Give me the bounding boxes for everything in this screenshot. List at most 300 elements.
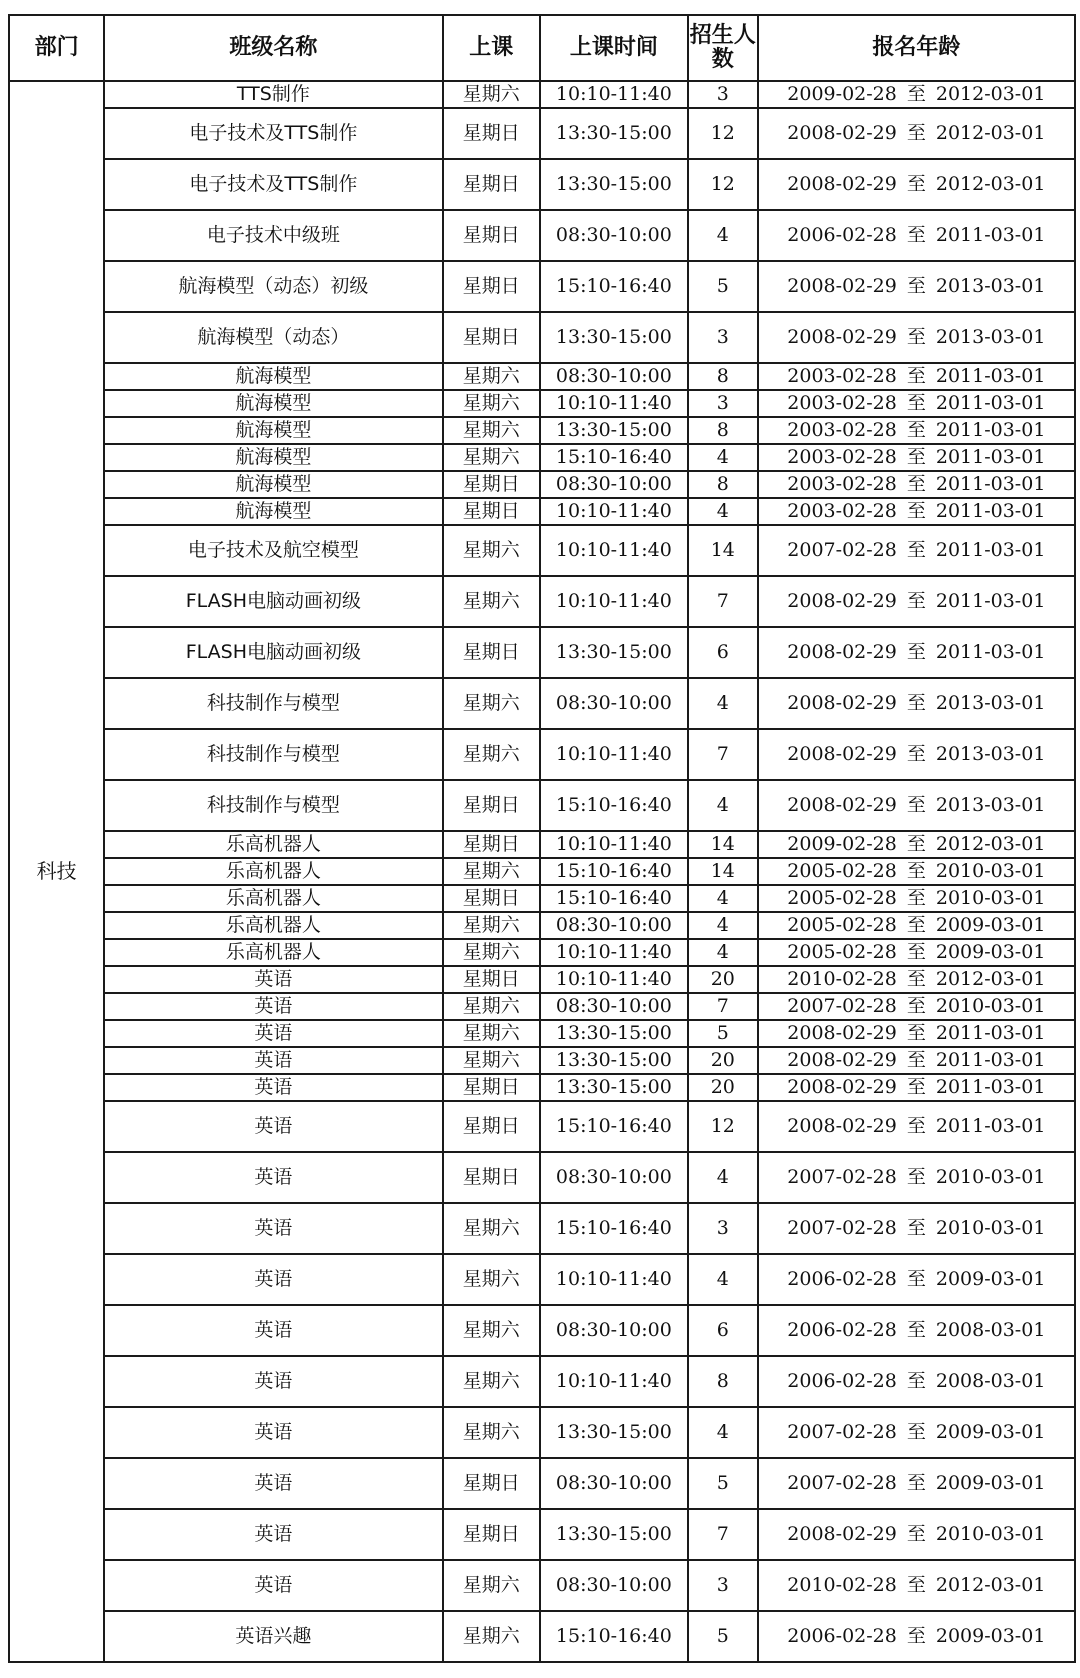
time-cell: 13:30-15:00: [540, 1074, 688, 1101]
age-range-cell: [758, 1254, 1075, 1305]
age-to: 2011-03-01: [935, 446, 1046, 468]
table-row: [9, 525, 1075, 576]
seats-cell: 7: [688, 1509, 758, 1560]
age-range-cell: [758, 417, 1075, 444]
table-row: [9, 312, 1075, 363]
seats-cell: 14: [688, 525, 758, 576]
table-row: [9, 939, 1075, 966]
age-from: 2008-02-29: [787, 1022, 897, 1044]
time-cell: 08:30-10:00: [540, 993, 688, 1020]
seats-cell: 4: [688, 1254, 758, 1305]
age-range-cell: [758, 627, 1075, 678]
seats-cell: 3: [688, 312, 758, 363]
time-cell: 15:10-16:40: [540, 780, 688, 831]
day-cell: 星期日: [443, 966, 540, 993]
age-range-cell: [758, 1047, 1075, 1074]
time-cell: 08:30-10:00: [540, 1152, 688, 1203]
class-name-cell: 航海模型: [104, 417, 442, 444]
age-range-cell: [758, 993, 1075, 1020]
age-separator: 至: [906, 941, 926, 963]
age-from: 2007-02-28: [787, 1166, 897, 1188]
time-cell: 10:10-11:40: [540, 831, 688, 858]
class-name-cell: 英语: [104, 1509, 442, 1560]
seats-cell: 4: [688, 939, 758, 966]
age-range-cell: [758, 858, 1075, 885]
age-to: 2008-03-01: [935, 1370, 1046, 1392]
class-name-cell: 乐高机器人: [104, 912, 442, 939]
seats-cell: 7: [688, 729, 758, 780]
class-name-cell: 英语: [104, 1203, 442, 1254]
age-to: 2010-03-01: [935, 860, 1046, 882]
age-to: 2009-03-01: [935, 1472, 1046, 1494]
day-cell: 星期六: [443, 81, 540, 108]
age-separator: 至: [906, 173, 926, 195]
class-name-cell: 英语: [104, 1047, 442, 1074]
age-separator: 至: [906, 326, 926, 348]
age-to: 2009-03-01: [935, 1268, 1046, 1290]
age-separator: 至: [906, 1625, 926, 1647]
time-cell: 15:10-16:40: [540, 1101, 688, 1152]
day-cell: 星期日: [443, 831, 540, 858]
time-cell: 13:30-15:00: [540, 417, 688, 444]
seats-cell: 4: [688, 1407, 758, 1458]
age-from: 2006-02-28: [787, 1268, 897, 1290]
class-name-cell: 乐高机器人: [104, 939, 442, 966]
table-row: [9, 363, 1075, 390]
table-row: [9, 780, 1075, 831]
age-from: 2003-02-28: [787, 446, 897, 468]
age-range-cell: [758, 912, 1075, 939]
seats-cell: 7: [688, 576, 758, 627]
class-name-cell: 电子技术及TTS制作: [104, 159, 442, 210]
time-cell: 15:10-16:40: [540, 858, 688, 885]
age-separator: 至: [906, 1022, 926, 1044]
header-day: 上课: [443, 15, 540, 81]
age-range-cell: [758, 261, 1075, 312]
age-range-cell: [758, 1152, 1075, 1203]
class-name-cell: 英语兴趣: [104, 1611, 442, 1662]
age-separator: 至: [906, 794, 926, 816]
age-to: 2013-03-01: [935, 275, 1046, 297]
class-name-cell: 航海模型: [104, 444, 442, 471]
age-separator: 至: [906, 692, 926, 714]
class-name-cell: 英语: [104, 1074, 442, 1101]
day-cell: 星期日: [443, 471, 540, 498]
time-cell: 15:10-16:40: [540, 444, 688, 471]
seats-cell: 6: [688, 1305, 758, 1356]
day-cell: 星期六: [443, 1047, 540, 1074]
age-separator: 至: [906, 1319, 926, 1341]
class-name-cell: TTS制作: [104, 81, 442, 108]
age-separator: 至: [906, 473, 926, 495]
age-range-cell: [758, 1101, 1075, 1152]
time-cell: 10:10-11:40: [540, 966, 688, 993]
seats-cell: 12: [688, 108, 758, 159]
class-name-cell: 英语: [104, 966, 442, 993]
table-row: [9, 831, 1075, 858]
day-cell: 星期六: [443, 390, 540, 417]
age-range-cell: [758, 210, 1075, 261]
seats-cell: 4: [688, 1152, 758, 1203]
seats-cell: 4: [688, 678, 758, 729]
table-row: [9, 471, 1075, 498]
seats-cell: 5: [688, 1611, 758, 1662]
time-cell: 13:30-15:00: [540, 627, 688, 678]
age-range-cell: [758, 1020, 1075, 1047]
class-name-cell: FLASH电脑动画初级: [104, 576, 442, 627]
time-cell: 13:30-15:00: [540, 1509, 688, 1560]
time-cell: 10:10-11:40: [540, 498, 688, 525]
day-cell: 星期日: [443, 1509, 540, 1560]
seats-cell: 8: [688, 471, 758, 498]
age-range-cell: [758, 780, 1075, 831]
age-range-cell: [758, 1074, 1075, 1101]
age-range-cell: [758, 1407, 1075, 1458]
time-cell: 10:10-11:40: [540, 576, 688, 627]
time-cell: 08:30-10:00: [540, 678, 688, 729]
age-to: 2012-03-01: [935, 1574, 1046, 1596]
table-row: [9, 498, 1075, 525]
class-name-cell: 科技制作与模型: [104, 678, 442, 729]
table-row: [9, 1203, 1075, 1254]
class-name-cell: 英语: [104, 1254, 442, 1305]
age-range-cell: [758, 525, 1075, 576]
time-cell: 10:10-11:40: [540, 81, 688, 108]
seats-cell: 7: [688, 993, 758, 1020]
age-from: 2007-02-28: [787, 1421, 897, 1443]
class-name-cell: 乐高机器人: [104, 885, 442, 912]
table-row: [9, 1560, 1075, 1611]
age-to: 2011-03-01: [935, 365, 1046, 387]
age-to: 2011-03-01: [935, 224, 1046, 246]
age-to: 2008-03-01: [935, 1319, 1046, 1341]
table-row: [9, 1509, 1075, 1560]
header-age: 报名年龄: [758, 15, 1075, 81]
time-cell: 10:10-11:40: [540, 1254, 688, 1305]
age-separator: 至: [906, 365, 926, 387]
age-range-cell: [758, 108, 1075, 159]
age-range-cell: [758, 1305, 1075, 1356]
age-separator: 至: [906, 446, 926, 468]
time-cell: 15:10-16:40: [540, 1611, 688, 1662]
age-range-cell: [758, 576, 1075, 627]
header-seats: 招生人数: [688, 15, 758, 81]
table-row: [9, 678, 1075, 729]
class-name-cell: 电子技术及航空模型: [104, 525, 442, 576]
time-cell: 10:10-11:40: [540, 729, 688, 780]
class-name-cell: 英语: [104, 993, 442, 1020]
day-cell: 星期日: [443, 1074, 540, 1101]
age-from: 2005-02-28: [787, 860, 897, 882]
seats-cell: 3: [688, 81, 758, 108]
class-name-cell: 英语: [104, 1356, 442, 1407]
class-name-cell: 电子技术中级班: [104, 210, 442, 261]
age-range-cell: [758, 444, 1075, 471]
age-from: 2005-02-28: [787, 887, 897, 909]
class-name-cell: 英语: [104, 1458, 442, 1509]
age-to: 2011-03-01: [935, 539, 1046, 561]
age-range-cell: [758, 390, 1075, 417]
age-from: 2003-02-28: [787, 365, 897, 387]
class-schedule-table: [8, 14, 1076, 1663]
table-row: [9, 1101, 1075, 1152]
seats-cell: 20: [688, 966, 758, 993]
age-separator: 至: [906, 83, 926, 105]
age-from: 2003-02-28: [787, 419, 897, 441]
age-separator: 至: [906, 1574, 926, 1596]
seats-cell: 3: [688, 390, 758, 417]
time-cell: 10:10-11:40: [540, 390, 688, 417]
age-range-cell: [758, 678, 1075, 729]
age-separator: 至: [906, 641, 926, 663]
age-from: 2003-02-28: [787, 392, 897, 414]
seats-cell: 5: [688, 1020, 758, 1047]
day-cell: 星期六: [443, 1305, 540, 1356]
age-separator: 至: [906, 500, 926, 522]
age-from: 2008-02-29: [787, 1523, 897, 1545]
age-range-cell: [758, 1560, 1075, 1611]
age-separator: 至: [906, 887, 926, 909]
age-separator: 至: [906, 1076, 926, 1098]
seats-cell: 12: [688, 1101, 758, 1152]
age-range-cell: [758, 1509, 1075, 1560]
time-cell: 08:30-10:00: [540, 210, 688, 261]
department-cell: 科技: [9, 81, 104, 1662]
time-cell: 13:30-15:00: [540, 108, 688, 159]
age-from: 2005-02-28: [787, 941, 897, 963]
age-range-cell: [758, 498, 1075, 525]
header-class-name: 班级名称: [104, 15, 442, 81]
header-time: 上课时间: [540, 15, 688, 81]
age-to: 2011-03-01: [935, 1076, 1046, 1098]
class-name-cell: 航海模型（动态）: [104, 312, 442, 363]
day-cell: 星期六: [443, 1020, 540, 1047]
class-name-cell: 乐高机器人: [104, 831, 442, 858]
class-name-cell: 英语: [104, 1020, 442, 1047]
age-from: 2007-02-28: [787, 1217, 897, 1239]
age-range-cell: [758, 81, 1075, 108]
table-row: [9, 858, 1075, 885]
age-from: 2006-02-28: [787, 224, 897, 246]
table-row: [9, 1356, 1075, 1407]
age-range-cell: [758, 939, 1075, 966]
table-row: [9, 81, 1075, 108]
age-separator: 至: [906, 743, 926, 765]
seats-cell: 4: [688, 444, 758, 471]
age-separator: 至: [906, 914, 926, 936]
age-separator: 至: [906, 1268, 926, 1290]
age-from: 2008-02-29: [787, 743, 897, 765]
age-to: 2010-03-01: [935, 1166, 1046, 1188]
age-to: 2013-03-01: [935, 743, 1046, 765]
age-from: 2008-02-29: [787, 275, 897, 297]
header-dept: 部门: [9, 15, 104, 81]
day-cell: 星期六: [443, 1560, 540, 1611]
age-to: 2010-03-01: [935, 887, 1046, 909]
table-row: [9, 159, 1075, 210]
age-from: 2008-02-29: [787, 173, 897, 195]
age-separator: 至: [906, 392, 926, 414]
day-cell: 星期六: [443, 1356, 540, 1407]
age-from: 2008-02-29: [787, 692, 897, 714]
age-to: 2010-03-01: [935, 1523, 1046, 1545]
table-row: [9, 1074, 1075, 1101]
age-separator: 至: [906, 590, 926, 612]
age-from: 2005-02-28: [787, 914, 897, 936]
age-to: 2010-03-01: [935, 1217, 1046, 1239]
age-from: 2009-02-28: [787, 83, 897, 105]
age-separator: 至: [906, 833, 926, 855]
table-row: [9, 729, 1075, 780]
age-from: 2008-02-29: [787, 326, 897, 348]
age-range-cell: [758, 363, 1075, 390]
age-to: 2013-03-01: [935, 794, 1046, 816]
day-cell: 星期六: [443, 993, 540, 1020]
class-name-cell: 英语: [104, 1305, 442, 1356]
age-separator: 至: [906, 1166, 926, 1188]
age-to: 2012-03-01: [935, 83, 1046, 105]
day-cell: 星期六: [443, 1254, 540, 1305]
time-cell: 10:10-11:40: [540, 939, 688, 966]
age-range-cell: [758, 1611, 1075, 1662]
table-row: [9, 108, 1075, 159]
table-row: [9, 1305, 1075, 1356]
table-row: [9, 912, 1075, 939]
time-cell: 15:10-16:40: [540, 885, 688, 912]
seats-cell: 3: [688, 1203, 758, 1254]
table-row: [9, 1152, 1075, 1203]
age-to: 2012-03-01: [935, 122, 1046, 144]
day-cell: 星期六: [443, 858, 540, 885]
day-cell: 星期日: [443, 885, 540, 912]
age-from: 2003-02-28: [787, 500, 897, 522]
seats-cell: 4: [688, 780, 758, 831]
time-cell: 15:10-16:40: [540, 1203, 688, 1254]
time-cell: 08:30-10:00: [540, 1458, 688, 1509]
age-to: 2011-03-01: [935, 590, 1046, 612]
age-separator: 至: [906, 1115, 926, 1137]
class-name-cell: 航海模型: [104, 363, 442, 390]
time-cell: 10:10-11:40: [540, 525, 688, 576]
class-name-cell: 英语: [104, 1152, 442, 1203]
age-separator: 至: [906, 968, 926, 990]
time-cell: 13:30-15:00: [540, 1407, 688, 1458]
table-row: [9, 966, 1075, 993]
table-row: [9, 390, 1075, 417]
age-to: 2009-03-01: [935, 941, 1046, 963]
table-body: [9, 81, 1075, 1662]
table-row: [9, 1458, 1075, 1509]
age-to: 2011-03-01: [935, 392, 1046, 414]
age-range-cell: [758, 966, 1075, 993]
day-cell: 星期日: [443, 1458, 540, 1509]
age-range-cell: [758, 1458, 1075, 1509]
age-to: 2011-03-01: [935, 641, 1046, 663]
age-separator: 至: [906, 275, 926, 297]
age-separator: 至: [906, 995, 926, 1017]
age-separator: 至: [906, 1421, 926, 1443]
age-range-cell: [758, 1356, 1075, 1407]
time-cell: 08:30-10:00: [540, 363, 688, 390]
table-row: [9, 1254, 1075, 1305]
age-from: 2009-02-28: [787, 833, 897, 855]
day-cell: 星期六: [443, 1407, 540, 1458]
age-from: 2010-02-28: [787, 1574, 897, 1596]
class-name-cell: 英语: [104, 1407, 442, 1458]
table-row: [9, 1407, 1075, 1458]
age-separator: 至: [906, 1523, 926, 1545]
time-cell: 08:30-10:00: [540, 1305, 688, 1356]
seats-cell: 4: [688, 498, 758, 525]
seats-cell: 3: [688, 1560, 758, 1611]
class-name-cell: 科技制作与模型: [104, 780, 442, 831]
day-cell: 星期日: [443, 159, 540, 210]
table-row: [9, 210, 1075, 261]
seats-cell: 20: [688, 1074, 758, 1101]
age-to: 2012-03-01: [935, 833, 1046, 855]
seats-cell: 8: [688, 417, 758, 444]
class-name-cell: 英语: [104, 1560, 442, 1611]
age-to: 2011-03-01: [935, 500, 1046, 522]
day-cell: 星期日: [443, 627, 540, 678]
age-to: 2011-03-01: [935, 1115, 1046, 1137]
seats-cell: 8: [688, 363, 758, 390]
day-cell: 星期六: [443, 1203, 540, 1254]
age-separator: 至: [906, 1472, 926, 1494]
day-cell: 星期日: [443, 498, 540, 525]
day-cell: 星期六: [443, 417, 540, 444]
day-cell: 星期六: [443, 363, 540, 390]
age-from: 2006-02-28: [787, 1625, 897, 1647]
seats-cell: 4: [688, 885, 758, 912]
age-separator: 至: [906, 224, 926, 246]
class-name-cell: 航海模型: [104, 498, 442, 525]
seats-cell: 4: [688, 912, 758, 939]
age-separator: 至: [906, 1370, 926, 1392]
age-range-cell: [758, 729, 1075, 780]
table-row: [9, 1020, 1075, 1047]
age-separator: 至: [906, 1217, 926, 1239]
time-cell: 15:10-16:40: [540, 261, 688, 312]
age-to: 2011-03-01: [935, 1049, 1046, 1071]
age-from: 2006-02-28: [787, 1319, 897, 1341]
day-cell: 星期日: [443, 780, 540, 831]
day-cell: 星期日: [443, 1101, 540, 1152]
age-separator: 至: [906, 860, 926, 882]
class-name-cell: 科技制作与模型: [104, 729, 442, 780]
age-from: 2007-02-28: [787, 539, 897, 561]
day-cell: 星期六: [443, 444, 540, 471]
class-name-cell: FLASH电脑动画初级: [104, 627, 442, 678]
schedule-sheet: [8, 14, 1078, 1666]
age-from: 2007-02-28: [787, 995, 897, 1017]
day-cell: 星期日: [443, 312, 540, 363]
table-row: [9, 1611, 1075, 1662]
age-to: 2013-03-01: [935, 326, 1046, 348]
age-to: 2011-03-01: [935, 473, 1046, 495]
age-range-cell: [758, 885, 1075, 912]
age-to: 2010-03-01: [935, 995, 1046, 1017]
age-to: 2009-03-01: [935, 914, 1046, 936]
age-separator: 至: [906, 1049, 926, 1071]
day-cell: 星期六: [443, 525, 540, 576]
day-cell: 星期日: [443, 108, 540, 159]
seats-cell: 4: [688, 210, 758, 261]
age-range-cell: [758, 831, 1075, 858]
class-name-cell: 航海模型: [104, 471, 442, 498]
time-cell: 08:30-10:00: [540, 912, 688, 939]
age-range-cell: [758, 471, 1075, 498]
